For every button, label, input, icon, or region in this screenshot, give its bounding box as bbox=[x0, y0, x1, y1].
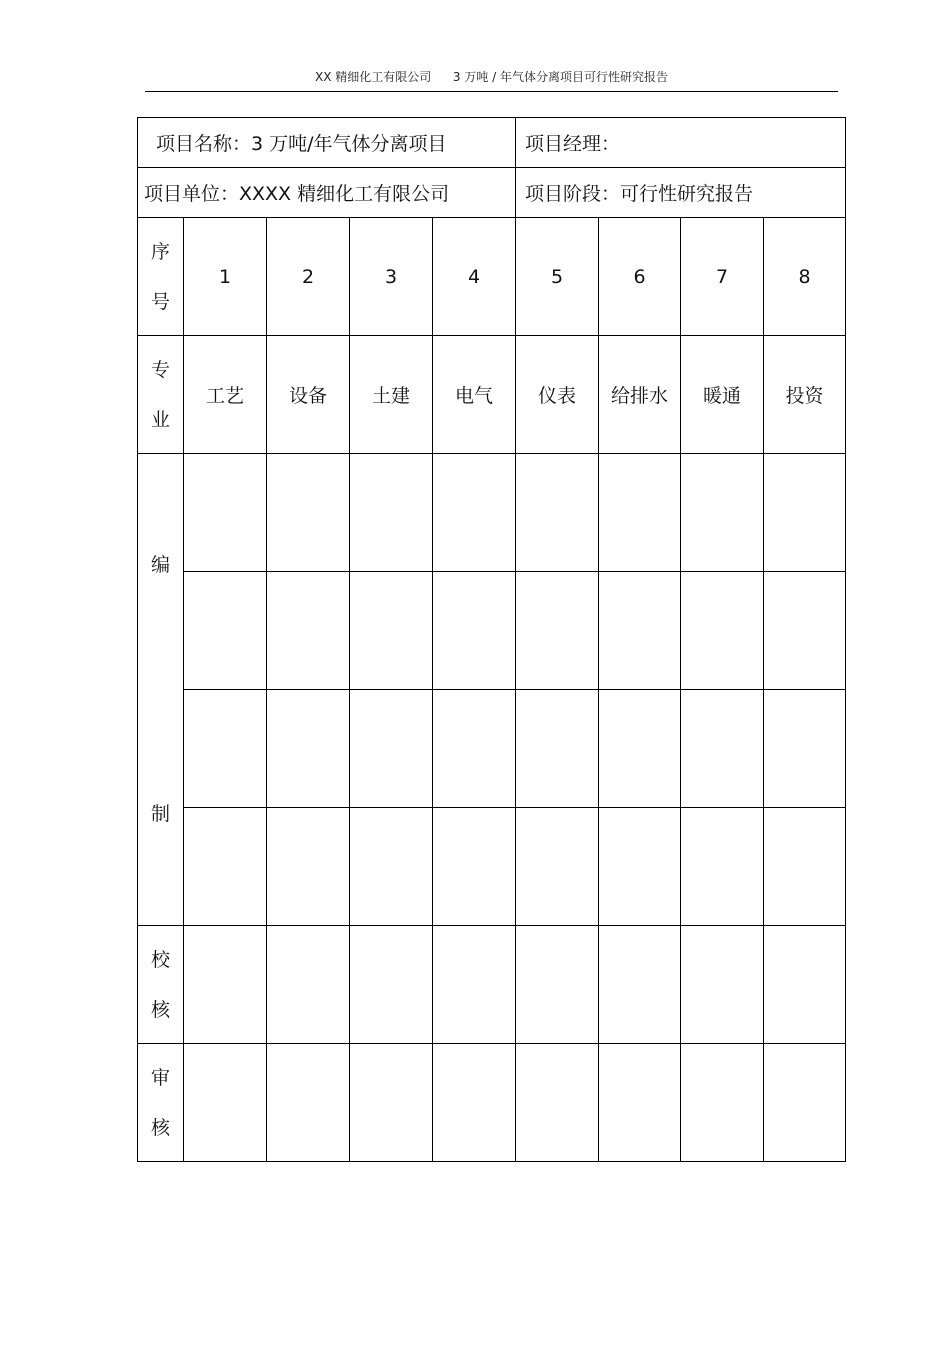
signature-cell[interactable] bbox=[433, 454, 516, 572]
signature-cell[interactable] bbox=[764, 926, 846, 1044]
signature-cell[interactable] bbox=[350, 454, 433, 572]
specialty-cell: 电气 bbox=[433, 336, 516, 454]
signature-cell[interactable] bbox=[599, 454, 681, 572]
specialty-cell: 给排水 bbox=[599, 336, 681, 454]
signature-cell[interactable] bbox=[764, 454, 846, 572]
check-row bbox=[138, 926, 846, 1044]
compile-row bbox=[138, 690, 846, 808]
column-number: 7 bbox=[681, 218, 764, 336]
review-row bbox=[138, 1044, 846, 1162]
project-unit: 项目单位：XXXX 精细化工有限公司 bbox=[138, 168, 516, 218]
specialty-cell: 设备 bbox=[267, 336, 350, 454]
signature-cell[interactable] bbox=[184, 1044, 267, 1162]
column-number: 1 bbox=[184, 218, 267, 336]
signature-cell[interactable] bbox=[599, 926, 681, 1044]
signature-cell[interactable] bbox=[599, 572, 681, 690]
signature-cell[interactable] bbox=[516, 572, 599, 690]
signature-cell[interactable] bbox=[599, 808, 681, 926]
signature-cell[interactable] bbox=[681, 454, 764, 572]
specialty-cell: 土建 bbox=[350, 336, 433, 454]
column-number: 3 bbox=[350, 218, 433, 336]
review-label: 审 核 bbox=[138, 1044, 184, 1162]
signature-cell[interactable] bbox=[267, 926, 350, 1044]
project-manager: 项目经理： bbox=[516, 118, 846, 168]
specialty-cell: 暖通 bbox=[681, 336, 764, 454]
signature-cell[interactable] bbox=[184, 926, 267, 1044]
page-header bbox=[145, 68, 838, 85]
check-label: 校 核 bbox=[138, 926, 184, 1044]
project-stage: 项目阶段：可行性研究报告 bbox=[516, 168, 846, 218]
compile-row bbox=[138, 572, 846, 690]
signature-cell[interactable] bbox=[267, 572, 350, 690]
info-row-1 bbox=[138, 118, 846, 168]
signature-cell[interactable] bbox=[764, 572, 846, 690]
signature-cell[interactable] bbox=[350, 926, 433, 1044]
specialty-cell: 工艺 bbox=[184, 336, 267, 454]
signature-cell[interactable] bbox=[267, 808, 350, 926]
project-name: 项目名称：3 万吨/年气体分离项目 bbox=[138, 118, 516, 168]
specialty-cell: 投资 bbox=[764, 336, 846, 454]
signature-cell[interactable] bbox=[764, 690, 846, 808]
signature-cell[interactable] bbox=[681, 926, 764, 1044]
signature-cell[interactable] bbox=[350, 690, 433, 808]
signature-cell[interactable] bbox=[599, 1044, 681, 1162]
signature-cell[interactable] bbox=[267, 454, 350, 572]
column-number: 2 bbox=[267, 218, 350, 336]
signature-cell[interactable] bbox=[433, 1044, 516, 1162]
header-rule bbox=[145, 91, 838, 92]
signature-cell[interactable] bbox=[516, 454, 599, 572]
header-report-title: 3 万吨 / 年气体分离项目可行性研究报告 bbox=[452, 70, 669, 84]
signature-cell[interactable] bbox=[184, 808, 267, 926]
signature-cell[interactable] bbox=[184, 454, 267, 572]
compile-row bbox=[138, 808, 846, 926]
signature-cell[interactable] bbox=[681, 808, 764, 926]
signature-cell[interactable] bbox=[433, 808, 516, 926]
info-row-2 bbox=[138, 168, 846, 218]
compile-label: 编 制 bbox=[138, 454, 184, 926]
compile-row bbox=[138, 454, 846, 572]
signature-cell[interactable] bbox=[184, 572, 267, 690]
column-number: 8 bbox=[764, 218, 846, 336]
signature-cell[interactable] bbox=[516, 808, 599, 926]
signature-cell[interactable] bbox=[350, 808, 433, 926]
signoff-table bbox=[137, 117, 846, 1162]
specialty-cell: 仪表 bbox=[516, 336, 599, 454]
signature-cell[interactable] bbox=[764, 808, 846, 926]
signature-cell[interactable] bbox=[764, 1044, 846, 1162]
signature-cell[interactable] bbox=[350, 572, 433, 690]
column-number: 4 bbox=[433, 218, 516, 336]
signature-cell[interactable] bbox=[267, 690, 350, 808]
signature-cell[interactable] bbox=[350, 1044, 433, 1162]
header-company: XX 精细化工有限公司 bbox=[314, 70, 432, 84]
signature-cell[interactable] bbox=[184, 690, 267, 808]
signature-cell[interactable] bbox=[599, 690, 681, 808]
specialty-label: 专 业 bbox=[138, 336, 184, 454]
column-number: 6 bbox=[599, 218, 681, 336]
specialty-row bbox=[138, 336, 846, 454]
signature-cell[interactable] bbox=[433, 926, 516, 1044]
sequence-label: 序 号 bbox=[138, 218, 184, 336]
signature-cell[interactable] bbox=[433, 572, 516, 690]
column-number: 5 bbox=[516, 218, 599, 336]
sequence-row bbox=[138, 218, 846, 336]
signature-cell[interactable] bbox=[516, 690, 599, 808]
signature-cell[interactable] bbox=[681, 572, 764, 690]
signature-cell[interactable] bbox=[267, 1044, 350, 1162]
signature-cell[interactable] bbox=[681, 1044, 764, 1162]
signature-cell[interactable] bbox=[681, 690, 764, 808]
signature-cell[interactable] bbox=[433, 690, 516, 808]
signature-cell[interactable] bbox=[516, 1044, 599, 1162]
signature-cell[interactable] bbox=[516, 926, 599, 1044]
